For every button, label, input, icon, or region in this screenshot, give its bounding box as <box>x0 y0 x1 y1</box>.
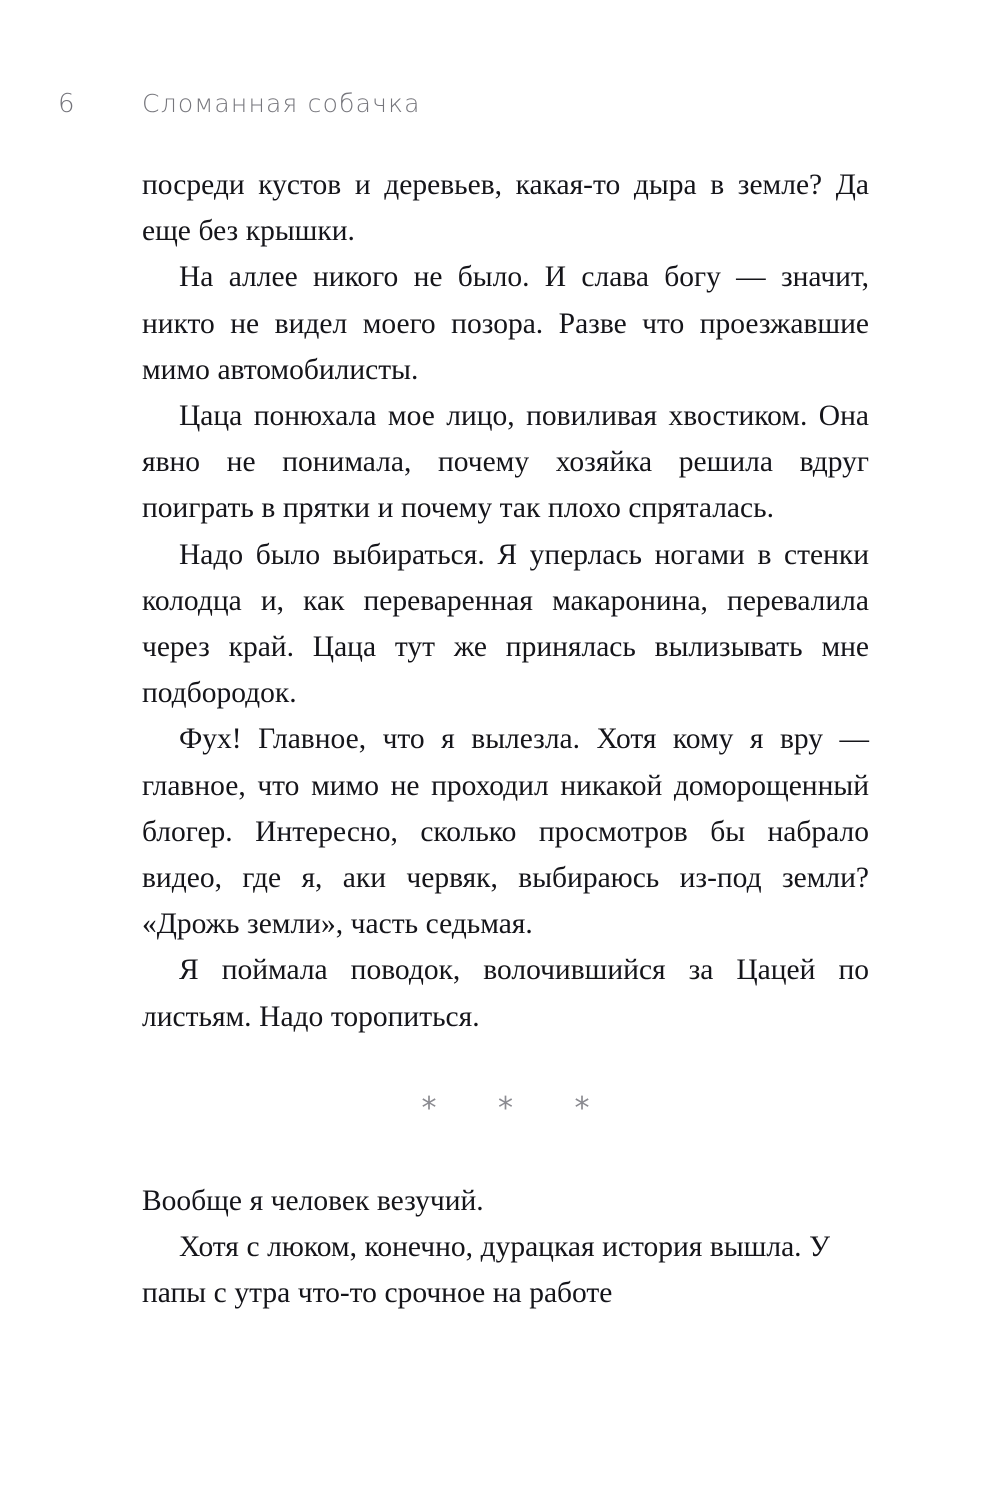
paragraph: Фух! Главное, что я вылезла. Хотя кому я вру — главное, что мимо не проходил никакой доморощенный блогер. Интересно, сколько просмотров бы набрало видео, где я, аки червяк, выбираюсь из-под земли? «Дрожь земли», часть седьмая. <box>142 723 869 941</box>
scene-break-divider <box>142 1040 869 1178</box>
paragraph: Я поймала поводок, волочившийся за Цацей по листьям. Надо торопиться. <box>142 954 869 1033</box>
paragraph: На аллее никого не было. И слава богу — значит, никто не видел моего позора. Разве что проезжавшие мимо автомобилисты. <box>142 261 869 386</box>
paragraph: Хотя с люком, конечно, дурацкая история вышла. У папы с утра что-то срочное на работе <box>142 1231 831 1310</box>
page-number: 6 <box>58 89 76 119</box>
paragraph: Вообще я человек везучий. <box>142 1184 484 1217</box>
running-title: Сломанная собачка <box>142 89 421 118</box>
asterisk-ornament-icon: * * * <box>421 1090 616 1126</box>
paragraph: посреди кустов и деревьев, какая-то дыра в земле? Да еще без крышки. <box>142 169 869 248</box>
paragraph: Цаца понюхала мое лицо, повиливая хвостиком. Она явно не понимала, почему хозяйка решила вдруг поиграть в прятки и почему так плохо спряталась. <box>142 400 869 525</box>
running-head <box>0 84 1000 124</box>
text-block <box>142 162 869 1316</box>
paragraph: Надо было выбираться. Я уперлась ногами в стенки колодца и, как переваренная макаронина, перевалила через край. Цаца тут же принялась вылизывать мне подбородок. <box>142 538 869 710</box>
